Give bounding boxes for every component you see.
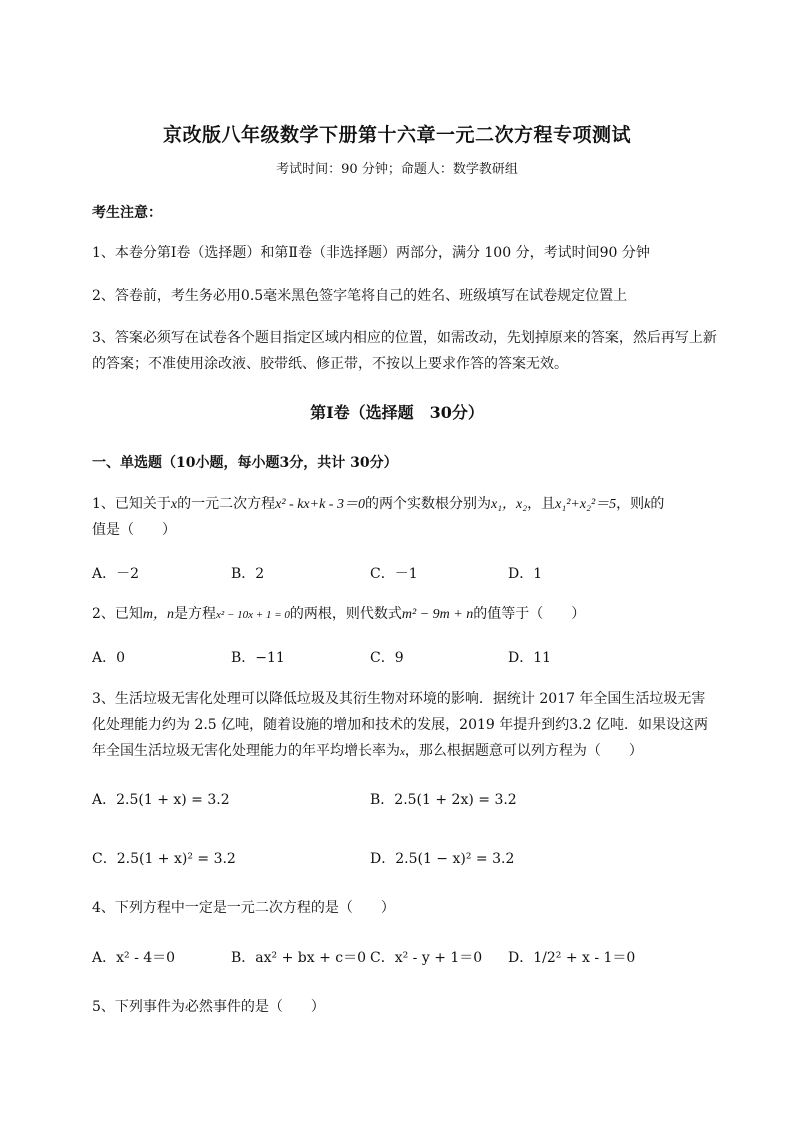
part-heading: 一、单选题（10小题，每小题3分，共计 30分）: [92, 455, 398, 471]
q2-option-a[interactable]: A．0: [92, 650, 126, 666]
q1-roots: x₁，x₂: [490, 497, 528, 512]
question-1-stem: 1、已知关于x的一元二次方程x² - kx+k - 3＝0的两个实数根分别为x₁，x₂，且x₁²+x₂²＝5，则k的: [92, 496, 665, 512]
q3-option-a[interactable]: A．2.5(1 + x) = 3.2: [92, 792, 230, 808]
q2-equation: x² − 10x + 1 = 0: [216, 609, 290, 621]
notice-item-3-cont: 的答案；不准使用涂改液、胶带纸、修正带，不按以上要求作答的答案无效。: [92, 356, 568, 372]
notice-item-3: 3、答案必须写在试卷各个题目指定区域内相应的位置，如需改动，先划掉原来的答案，然后再写上新: [92, 330, 717, 346]
question-5-stem: 5、下列事件为必然事件的是（ ）: [92, 999, 325, 1015]
q4-option-b[interactable]: B．ax² + bx + c＝0: [231, 950, 367, 966]
q4-option-a[interactable]: A．x² - 4＝0: [92, 950, 176, 966]
exam-info: 考试时间：90 分钟；命题人：数学教研组: [276, 162, 518, 177]
q1-option-b[interactable]: B．2: [231, 566, 265, 582]
question-3-stem: 3、生活垃圾无害化处理可以降低垃圾及其衍生物对环境的影响．据统计 2017 年全国生活垃圾无害: [92, 691, 706, 707]
q2-option-c[interactable]: C．9: [370, 650, 404, 666]
q3-option-d[interactable]: D．2.5(1 − x)² = 3.2: [370, 851, 515, 867]
notice-heading: 考生注意：: [92, 205, 162, 221]
q2-option-b[interactable]: B．−11: [231, 650, 285, 666]
page-title: 京改版八年级数学下册第十六章一元二次方程专项测试: [162, 124, 631, 146]
q1-option-d[interactable]: D．1: [508, 566, 543, 582]
q4-option-d[interactable]: D．1/2² + x - 1＝0: [508, 950, 636, 966]
notice-item-2: 2、答卷前，考生务必用0.5毫米黑色签字笔将自己的姓名、班级填写在试卷规定位置上: [92, 288, 628, 304]
q1-option-c[interactable]: C．－1: [370, 566, 418, 582]
question-1-stem-cont: 值是（ ）: [92, 522, 176, 538]
question-2-stem: 2、已知m，n是方程x² − 10x + 1 = 0的两根，则代数式m² − 9m + n的值等于（ ）: [92, 606, 586, 622]
section-title: 第Ⅰ卷（选择题 30分）: [310, 403, 484, 422]
q1-condition: x₁²+x₂²＝5: [555, 497, 617, 512]
q1-option-a[interactable]: A．－2: [92, 566, 140, 582]
notice-item-1: 1、本卷分第Ⅰ卷（选择题）和第Ⅱ卷（非选择题）两部分，满分 100 分，考试时间90 分钟: [92, 245, 650, 261]
q2-expression: m² − 9m + n: [401, 607, 474, 622]
question-3-stem-cont2: 年全国生活垃圾无害化处理能力的年平均增长率为x，那么根据题意可以列方程为（ ）: [92, 743, 643, 759]
q2-option-d[interactable]: D．11: [508, 650, 552, 666]
q4-option-c[interactable]: C．x² - y + 1＝0: [370, 950, 483, 966]
question-4-stem: 4、下列方程中一定是一元二次方程的是（ ）: [92, 900, 395, 916]
question-3-stem-cont1: 化处理能力约为 2.5 亿吨，随着设施的增加和技术的发展，2019 年提升到约3.2 亿吨．如果设这两: [92, 717, 708, 733]
q3-option-b[interactable]: B．2.5(1 + 2x) = 3.2: [370, 792, 517, 808]
q1-equation: x² - kx+k - 3＝0: [275, 497, 365, 512]
q3-option-c[interactable]: C．2.5(1 + x)² = 3.2: [92, 851, 236, 867]
